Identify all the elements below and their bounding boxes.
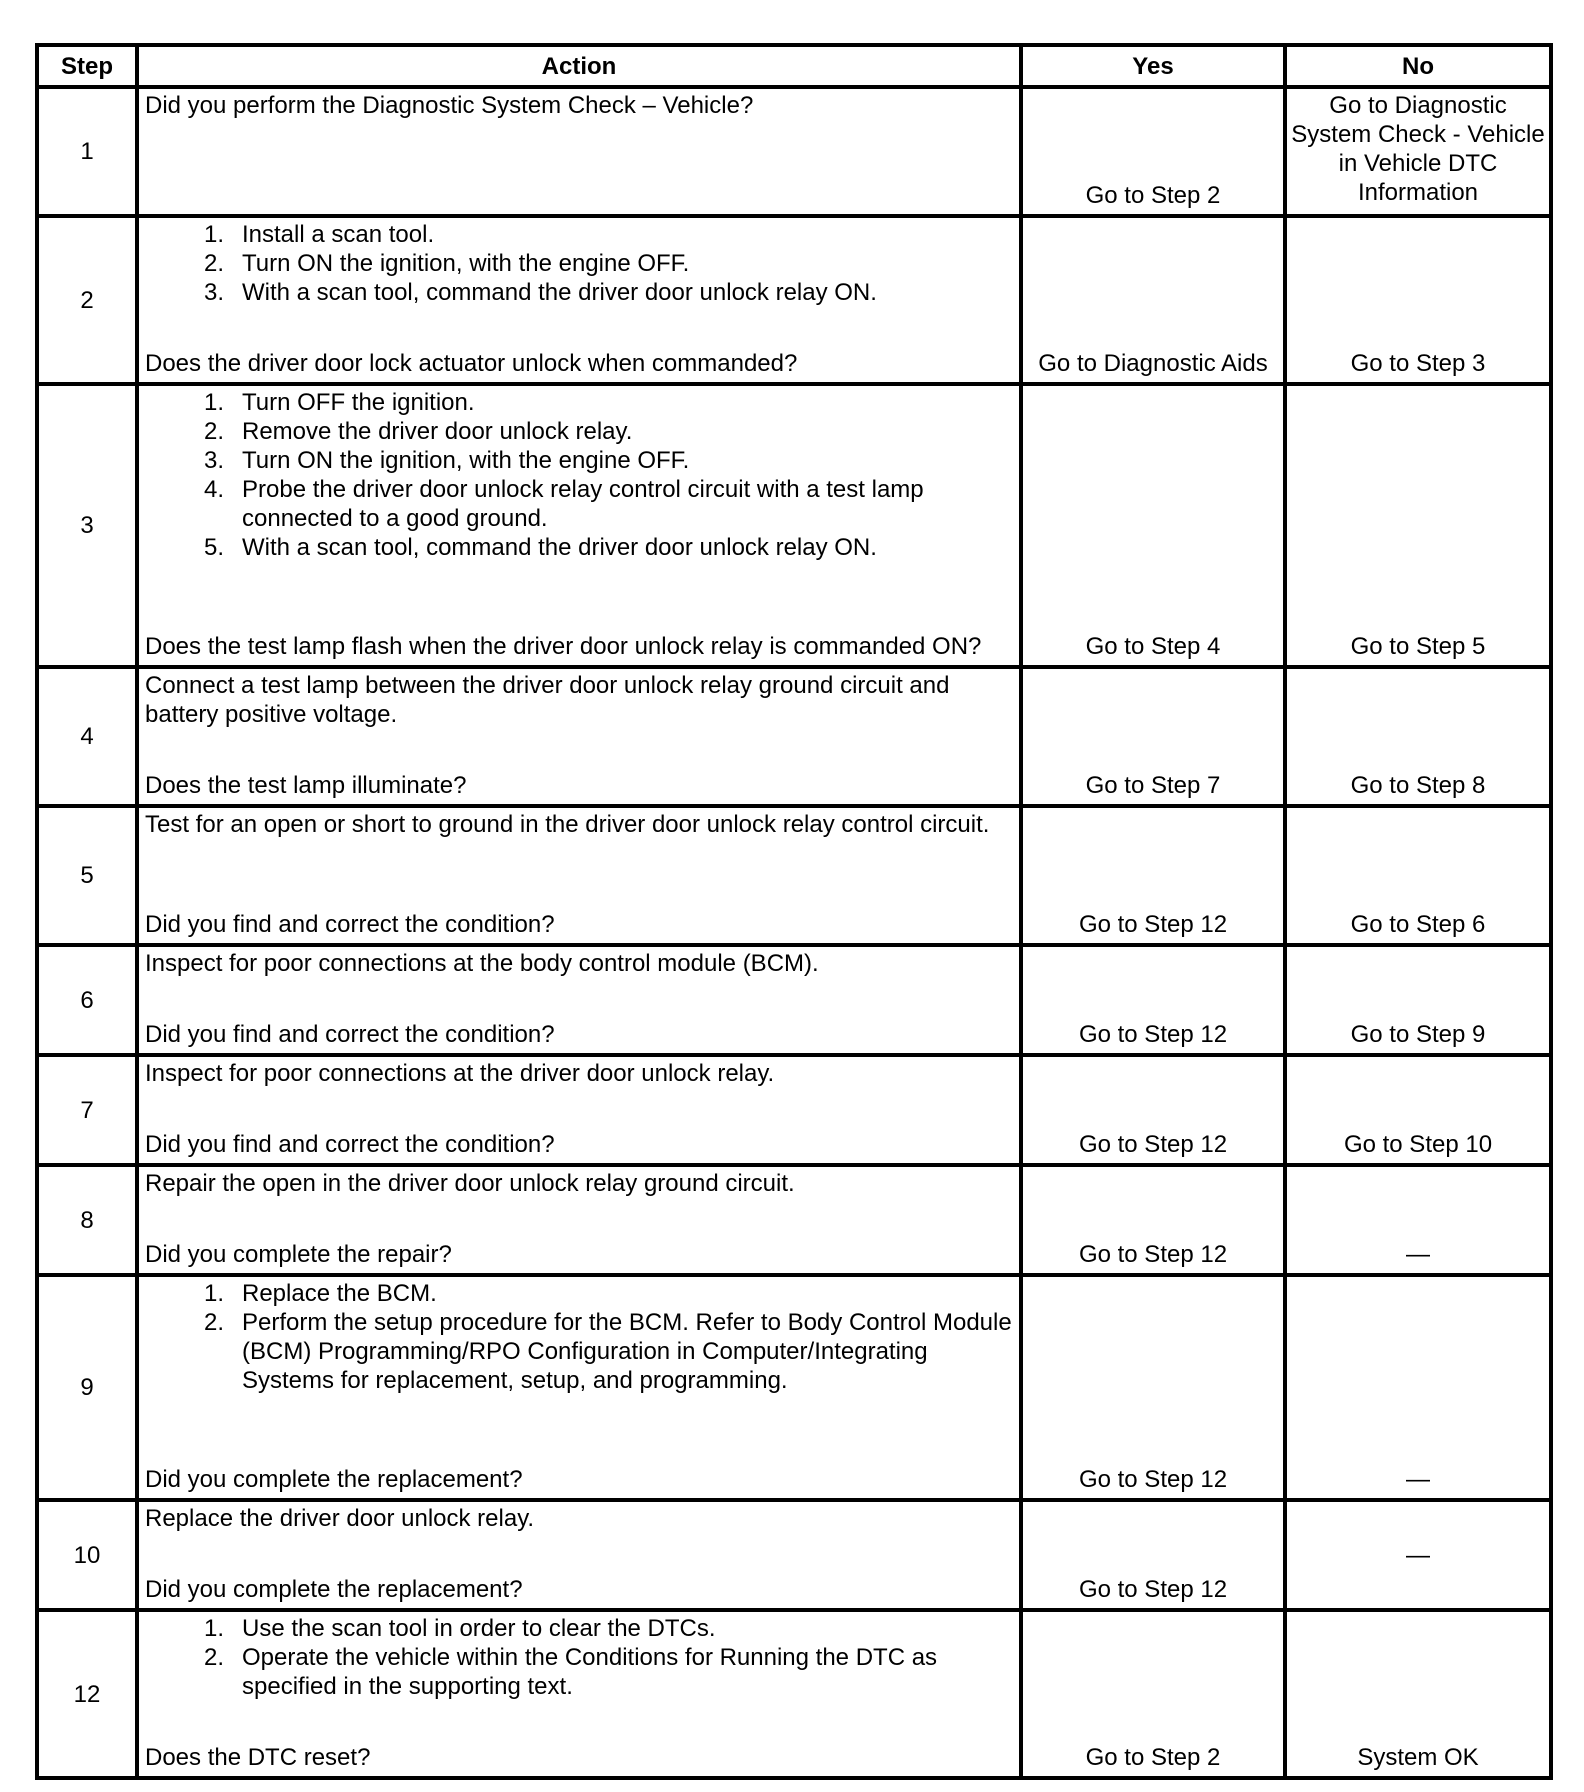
- yes-result: Go to Step 12: [1021, 1275, 1285, 1500]
- action-question: Did you complete the replacement?: [145, 1466, 523, 1493]
- no-result: —: [1285, 1500, 1551, 1610]
- action-cell: [137, 384, 1021, 667]
- yes-result: Go to Diagnostic Aids: [1021, 216, 1285, 384]
- action-question: Did you perform the Diagnostic System Check – Vehicle?: [145, 92, 754, 119]
- no-result: System OK: [1285, 1610, 1551, 1778]
- table-row: [37, 1275, 1551, 1500]
- table-row: [37, 1165, 1551, 1275]
- table-row: [37, 216, 1551, 384]
- yes-result: Go to Step 12: [1021, 1500, 1285, 1610]
- list-item: 3. Turn ON the ignition, with the engine OFF.: [203, 447, 690, 474]
- step-number: 7: [37, 1055, 137, 1165]
- step-number: 10: [37, 1500, 137, 1610]
- step-number: 9: [37, 1275, 137, 1500]
- action-cell: [137, 216, 1021, 384]
- action-cell: [137, 1275, 1021, 1500]
- list-item: 2. Turn ON the ignition, with the engine OFF.: [203, 250, 690, 277]
- list-item: 1. Replace the BCM.: [203, 1280, 437, 1307]
- no-result: Go to Step 10: [1285, 1055, 1551, 1165]
- action-question: Does the DTC reset?: [145, 1744, 371, 1771]
- action-steps: [145, 1279, 1015, 1395]
- action-question: Does the driver door lock actuator unlock when commanded?: [145, 350, 798, 377]
- list-item: 5. With a scan tool, command the driver door unlock relay ON.: [203, 534, 877, 561]
- yes-result: Go to Step 4: [1021, 384, 1285, 667]
- list-item: 2. Perform the setup procedure for the BCM. Refer to Body Control Module (BCM) Programming/RPO Configuration in Computer/Integrating Systems for replacement, setup, and programming.: [203, 1309, 1012, 1394]
- action-question: Did you complete the repair?: [145, 1241, 452, 1268]
- table-row: [37, 806, 1551, 945]
- no-result: Go to Step 6: [1285, 806, 1551, 945]
- step-number: 5: [37, 806, 137, 945]
- no-result: Go to Step 3: [1285, 216, 1551, 384]
- action-instruction: Replace the driver door unlock relay.: [145, 1505, 535, 1532]
- no-result: Go to Diagnostic System Check - Vehicle in Vehicle DTC Information: [1285, 87, 1551, 216]
- table-row: [37, 1500, 1551, 1610]
- list-item: 1. Turn OFF the ignition.: [203, 389, 475, 416]
- table-row: [37, 384, 1551, 667]
- action-question: Did you find and correct the condition?: [145, 1021, 555, 1048]
- action-steps: [145, 220, 1015, 307]
- list-item: 4. Probe the driver door unlock relay control circuit with a test lamp connected to a good ground.: [203, 476, 924, 532]
- list-item: 1. Use the scan tool in order to clear the DTCs.: [203, 1615, 716, 1642]
- step-column-header: Step: [37, 45, 137, 87]
- yes-column-header: Yes: [1021, 45, 1285, 87]
- action-instruction: Inspect for poor connections at the driver door unlock relay.: [145, 1060, 775, 1087]
- header-row: [37, 45, 1551, 87]
- list-item: 1. Install a scan tool.: [203, 221, 435, 248]
- action-cell: [137, 945, 1021, 1055]
- action-steps: [145, 388, 1015, 562]
- yes-result: Go to Step 12: [1021, 1165, 1285, 1275]
- table-row: [37, 667, 1551, 806]
- table-row: [37, 1610, 1551, 1778]
- action-question: Did you find and correct the condition?: [145, 911, 555, 938]
- yes-result: Go to Step 12: [1021, 806, 1285, 945]
- list-item: 3. With a scan tool, command the driver door unlock relay ON.: [203, 279, 877, 306]
- action-cell: [137, 806, 1021, 945]
- action-cell: [137, 1500, 1021, 1610]
- no-result: Go to Step 8: [1285, 667, 1551, 806]
- no-result: Go to Step 9: [1285, 945, 1551, 1055]
- action-steps: [145, 1614, 1015, 1701]
- action-instruction: Repair the open in the driver door unlock relay ground circuit.: [145, 1170, 795, 1197]
- list-item: 2. Operate the vehicle within the Conditions for Running the DTC as specified in the supporting text.: [203, 1644, 938, 1700]
- action-cell: [137, 87, 1021, 216]
- table-row: [37, 945, 1551, 1055]
- action-cell: [137, 1165, 1021, 1275]
- no-result: Go to Step 5: [1285, 384, 1551, 667]
- step-number: 4: [37, 667, 137, 806]
- action-instruction: Inspect for poor connections at the body control module (BCM).: [145, 950, 819, 977]
- step-number: 8: [37, 1165, 137, 1275]
- table-row: [37, 1055, 1551, 1165]
- action-cell: [137, 1055, 1021, 1165]
- list-item: 2. Remove the driver door unlock relay.: [203, 418, 633, 445]
- action-question: Does the test lamp flash when the driver door unlock relay is commanded ON?: [145, 633, 982, 660]
- action-instruction: Test for an open or short to ground in the driver door unlock relay control circuit.: [145, 811, 990, 838]
- step-number: 6: [37, 945, 137, 1055]
- table-row: [37, 87, 1551, 216]
- step-number: 1: [37, 87, 137, 216]
- action-cell: [137, 667, 1021, 806]
- yes-result: Go to Step 12: [1021, 1055, 1285, 1165]
- step-number: 2: [37, 216, 137, 384]
- action-question: Did you complete the replacement?: [145, 1576, 523, 1603]
- yes-result: Go to Step 7: [1021, 667, 1285, 806]
- no-result: —: [1285, 1165, 1551, 1275]
- diagnostic-table: [35, 43, 1553, 1780]
- yes-result: Go to Step 12: [1021, 945, 1285, 1055]
- action-instruction: Connect a test lamp between the driver door unlock relay ground circuit and battery positive voltage.: [145, 672, 950, 728]
- action-cell: [137, 1610, 1021, 1778]
- step-number: 12: [37, 1610, 137, 1778]
- no-result: —: [1285, 1275, 1551, 1500]
- step-number: 3: [37, 384, 137, 667]
- action-column-header: Action: [137, 45, 1021, 87]
- action-question: Did you find and correct the condition?: [145, 1131, 555, 1158]
- no-column-header: No: [1285, 45, 1551, 87]
- yes-result: Go to Step 2: [1021, 1610, 1285, 1778]
- yes-result: Go to Step 2: [1021, 87, 1285, 216]
- action-question: Does the test lamp illuminate?: [145, 772, 467, 799]
